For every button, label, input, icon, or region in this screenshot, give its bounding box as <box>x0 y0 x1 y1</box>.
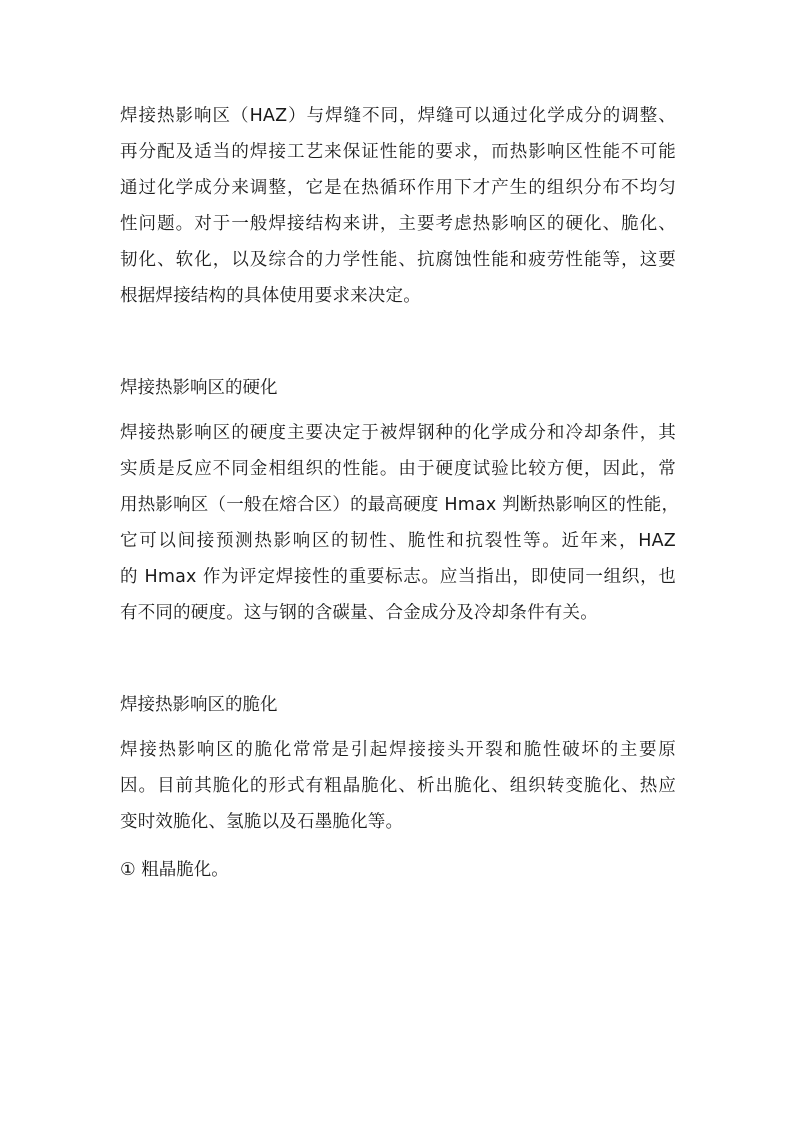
paragraph-line: 韧化、软化，以及综合的力学性能、抗腐蚀性能和疲劳性能等，这要 <box>120 250 676 270</box>
paragraph-line: 再分配及适当的焊接工艺来保证性能的要求，而热影响区性能不可能 <box>120 142 676 162</box>
section-heading-embrittlement: 焊接热影响区的脆化 <box>120 695 278 715</box>
section-heading-hardening: 焊接热影响区的硬化 <box>120 378 278 398</box>
paragraph-line: 焊接热影响区的脆化常常是引起焊接接头开裂和脆性破坏的主要原 <box>120 740 676 760</box>
paragraph-line: 实质是反应不同金相组织的性能。由于硬度试验比较方便，因此，常 <box>120 459 676 479</box>
paragraph-line: 变时效脆化、氢脆以及石墨脆化等。 <box>120 812 404 832</box>
paragraph-line: 用热影响区（一般在熔合区）的最高硬度 Hmax 判断热影响区的性能， <box>120 495 680 515</box>
intro-paragraph <box>120 98 676 314</box>
paragraph-line: 因。目前其脆化的形式有粗晶脆化、析出脆化、组织转变脆化、热应 <box>120 776 676 796</box>
paragraph-line: 它可以间接预测热影响区的韧性、脆性和抗裂性等。近年来，HAZ <box>120 531 676 551</box>
embrittlement-paragraph <box>120 732 676 840</box>
paragraph-line: 性问题。对于一般焊接结构来讲，主要考虑热影响区的硬化、脆化、 <box>120 214 676 234</box>
paragraph-line: 有不同的硬度。这与钢的含碳量、合金成分及冷却条件有关。 <box>120 603 598 623</box>
paragraph-line: 根据焊接结构的具体使用要求来决定。 <box>120 286 421 306</box>
hardening-paragraph <box>120 415 680 631</box>
paragraph-line: 的 Hmax 作为评定焊接性的重要标志。应当指出，即使同一组织，也 <box>120 567 676 587</box>
paragraph-line: 焊接热影响区的硬度主要决定于被焊钢种的化学成分和冷却条件，其 <box>120 423 676 443</box>
paragraph-line: 焊接热影响区（HAZ）与焊缝不同，焊缝可以通过化学成分的调整、 <box>120 106 676 126</box>
paragraph-line: 通过化学成分来调整，它是在热循环作用下才产生的组织分布不均匀 <box>120 178 676 198</box>
document-page <box>120 98 680 888</box>
list-item-coarse-grain-embrittlement: ① 粗晶脆化。 <box>120 860 229 880</box>
